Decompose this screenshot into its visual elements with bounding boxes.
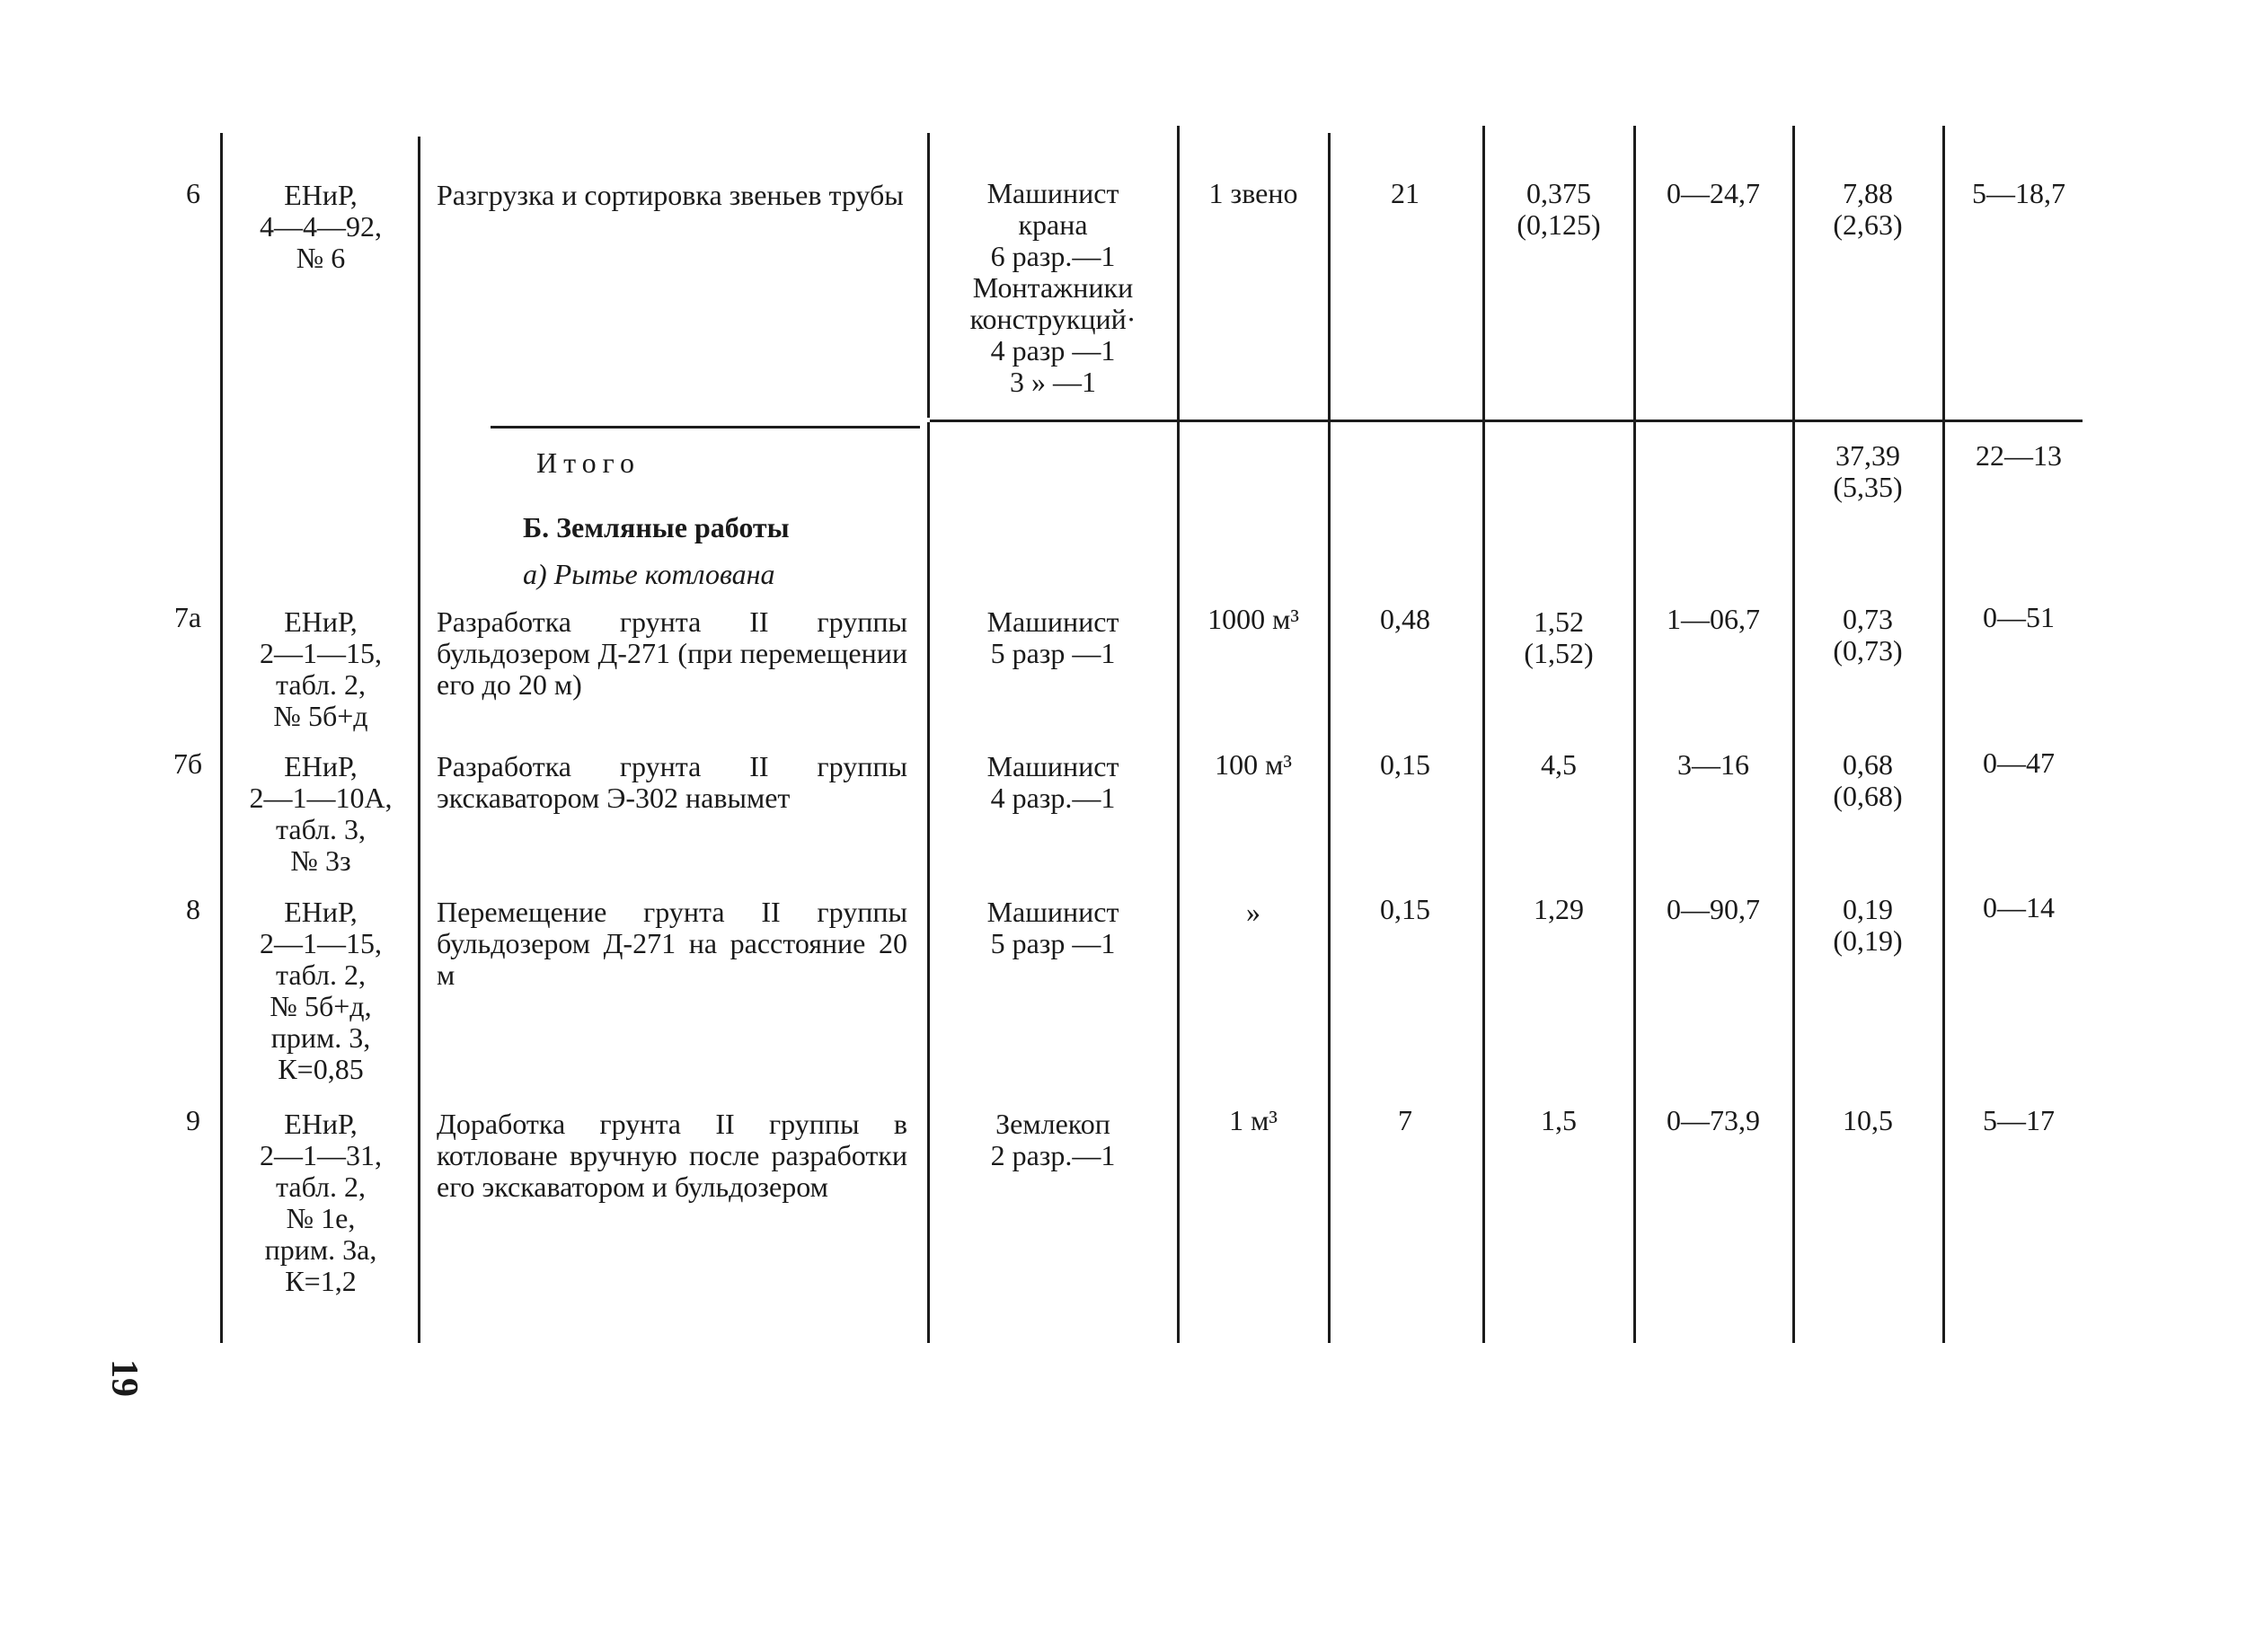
row-number: 8 — [186, 893, 200, 925]
time-norm: 1,29 — [1534, 893, 1584, 925]
work-description: Разработка грунта II группы бульдозером Д-271 (при перемещении его до 20 м) — [437, 605, 907, 701]
column-rule — [1792, 126, 1795, 1343]
labor-cost: 10,5 — [1843, 1104, 1893, 1136]
wage-cost: 0—47 — [1983, 746, 2055, 779]
total-label: Итого — [536, 446, 641, 479]
work-description: Разгрузка и сортировка звеньев трубы — [437, 179, 904, 211]
column-rule — [1633, 126, 1636, 1343]
labor-cost: 7,88 (2,63) — [1833, 177, 1903, 241]
section-subtitle: а) Рытье котлована — [523, 558, 775, 590]
unit-of-measure: 100 м³ — [1215, 748, 1292, 781]
norm-reference: ЕНиР, 2—1—10А, табл. 3, № 3з — [249, 750, 393, 877]
time-norm: 4,5 — [1541, 748, 1577, 781]
wage-cost: 0—51 — [1983, 601, 2055, 633]
rate: 0—73,9 — [1667, 1104, 1760, 1136]
total-labor: 37,39 (5,35) — [1833, 439, 1903, 503]
wage-cost: 5—18,7 — [1972, 177, 2065, 209]
row-number: 9 — [186, 1104, 200, 1136]
crew-composition: Машинист 4 разр.—1 — [986, 750, 1119, 814]
crew-composition: Машинист 5 разр —1 — [986, 605, 1119, 669]
column-rule — [1482, 126, 1485, 1343]
row-number: 6 — [186, 177, 200, 209]
column-rule — [1177, 126, 1180, 1343]
column-rule — [1942, 126, 1945, 1343]
column-rule — [927, 422, 930, 1343]
rate: 1—06,7 — [1667, 603, 1760, 635]
norm-reference: ЕНиР, 4—4—92, № 6 — [260, 179, 382, 274]
labor-cost: 0,73 (0,73) — [1833, 603, 1903, 667]
section-title: Б. Земляные работы — [523, 511, 790, 543]
total-rule — [491, 426, 920, 428]
unit-of-measure: 1 звено — [1208, 177, 1298, 209]
norm-reference: ЕНиР, 2—1—15, табл. 2, № 5б+д — [260, 605, 382, 732]
work-volume: 21 — [1391, 177, 1419, 209]
work-volume: 0,15 — [1380, 893, 1430, 925]
rate: 3—16 — [1677, 748, 1749, 781]
crew-composition: Землекоп 2 разр.—1 — [990, 1108, 1116, 1171]
unit-of-measure: 1 м³ — [1229, 1104, 1278, 1136]
norm-reference: ЕНиР, 2—1—15, табл. 2, № 5б+д, прим. 3, К=0,85 — [260, 896, 382, 1085]
column-rule — [927, 133, 930, 418]
work-description: Перемещение грунта II группы бульдозером Д-271 на расстояние 20 м — [437, 896, 907, 991]
page-number: 19 — [103, 1359, 145, 1397]
total-rule — [930, 420, 2083, 422]
column-rule — [220, 133, 223, 1343]
time-norm: 0,375 (0,125) — [1517, 177, 1601, 241]
labor-cost: 0,68 (0,68) — [1833, 748, 1903, 812]
work-volume: 0,48 — [1380, 603, 1430, 635]
work-description: Разработка грунта II группы экскаватором Э-302 навымет — [437, 750, 907, 814]
work-volume: 7 — [1398, 1104, 1412, 1136]
crew-composition: Машинист крана 6 разр.—1 Монтажники конструкций· 4 разр —1 3 » —1 — [969, 177, 1136, 398]
crew-composition: Машинист 5 разр —1 — [986, 896, 1119, 959]
rate: 0—24,7 — [1667, 177, 1760, 209]
unit-of-measure: 1000 м³ — [1207, 603, 1299, 635]
row-number: 7б — [172, 747, 203, 780]
work-description: Доработка грунта II группы в котловане вручную после разработки его экскаватором и бульдозером — [437, 1108, 907, 1203]
column-rule — [1328, 133, 1331, 1343]
row-number: 7а — [173, 601, 202, 633]
unit-of-measure: » — [1246, 896, 1260, 928]
work-volume: 0,15 — [1380, 748, 1430, 781]
wage-cost: 5—17 — [1983, 1104, 2055, 1136]
rate: 0—90,7 — [1667, 893, 1760, 925]
total-wage: 22—13 — [1976, 439, 2062, 472]
column-rule — [418, 137, 420, 1343]
norm-reference: ЕНиР, 2—1—31, табл. 2, № 1е, прим. 3а, К=1,2 — [260, 1108, 382, 1297]
wage-cost: 0—14 — [1983, 891, 2055, 923]
labor-cost: 0,19 (0,19) — [1833, 893, 1903, 957]
time-norm: 1,5 — [1541, 1104, 1577, 1136]
time-norm: 1,52 (1,52) — [1524, 605, 1594, 669]
